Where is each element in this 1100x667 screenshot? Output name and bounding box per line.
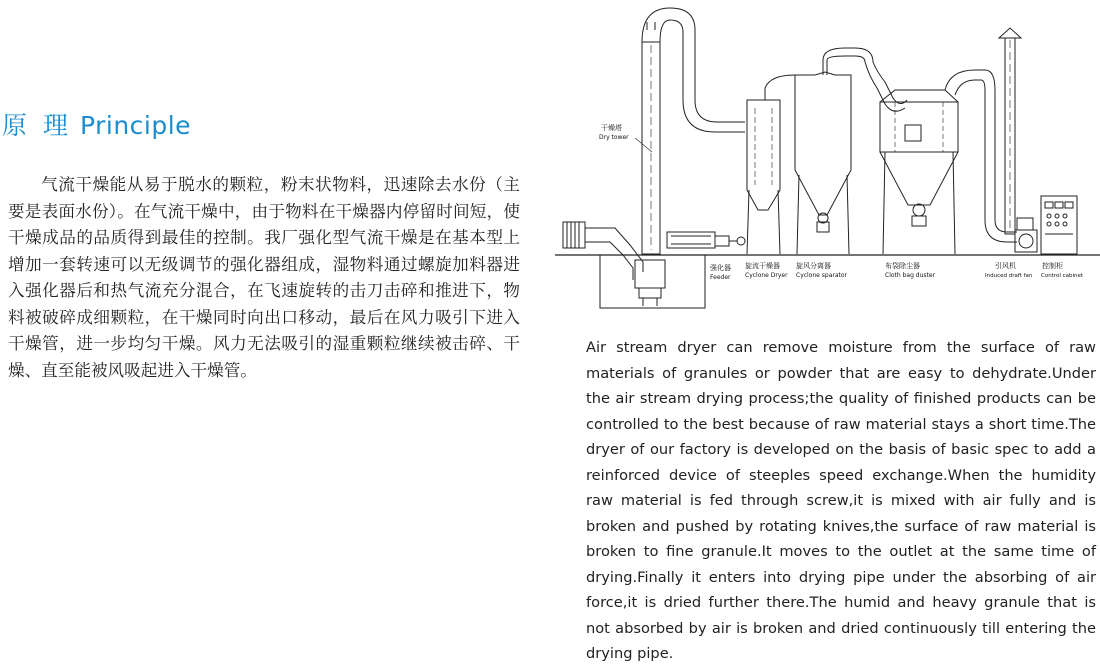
label-cyclone-dryer [745,261,788,279]
svg-text:Cyclone sparator: Cyclone sparator [796,272,848,279]
dry-tower [642,8,745,254]
induced-draft-fan [1015,218,1037,252]
label-dry-tower [599,123,629,141]
heading-english: Principle [79,111,192,140]
cyclone-separator [795,48,873,254]
air-heater [563,222,643,280]
svg-text:控制柜: 控制柜 [1042,262,1063,270]
svg-text:Control cabinet: Control cabinet [1041,273,1084,279]
label-induced-draft-fan [985,261,1033,279]
label-cloth-bag-duster [885,261,936,279]
svg-text:干燥塔: 干燥塔 [601,124,622,132]
svg-text:Cyclone Dryer: Cyclone Dryer [745,272,788,279]
section-heading [2,106,191,142]
heading-chinese: 原 理 [2,111,72,140]
cyclone-dryer [747,75,795,254]
svg-text:Dry tower: Dry tower [599,134,629,141]
foundation-pit [600,255,705,308]
label-control-cabinet [1041,261,1084,279]
svg-text:旋流干燥器: 旋流干燥器 [745,262,780,270]
control-cabinet [1041,196,1077,254]
process-flow-diagram [555,0,1100,320]
english-description: Air stream dryer can remove moisture from the surface of raw materials of granules or powder that are easy to dehydrate.Under the air stream drying process;the quality of finished products can be controlled to the best because of raw material stays a short time.The dryer of our factory is developed on the basis of basic spec to add a reinforced device of steeples speed exchange.When the humidity raw material is fed through screw,it is mixed with air fully and is broken and pushed by rotating knives,the surface of raw material is broken to fine granule.It moves to the outlet at the same time of drying.Finally it enters into drying pipe under the absorbing of air force,it is dried further there.The humid and heavy granule that is not absorbed by air is broken and dried continuously till entering the drying pipe. [586,339,1096,662]
exhaust-stack [999,28,1021,234]
cloth-bag-duster [880,90,958,254]
svg-text:引风机: 引风机 [995,262,1016,270]
label-cyclone-separator [796,261,848,279]
svg-text:Cloth bag duster: Cloth bag duster [885,272,936,279]
svg-text:布袋除尘器: 布袋除尘器 [885,262,920,270]
chinese-description: 气流干燥能从易于脱水的颗粒，粉末状物料，迅速除去水份（主要是表面水份）。在气流干燥中，由于物料在干燥器内停留时间短，使干燥成品的品质得到最佳的控制。我厂强化型气流干燥是在基本型上增加一套转速可以无级调节的强化器组成，湿物料通过螺旋加料器进入强化器后和热气流充分混合，在飞速旋转的击刀击碎和推进下，物料被破碎成细颗粒，在干燥同时向出口移动，最后在风力吸引下进入干燥管，进一步均匀干燥。风力无法吸引的湿重颗粒继续被击碎、干燥、直至能被风吸起进入干燥管。 [8,175,520,380]
svg-text:Induced draft fan: Induced draft fan [985,273,1033,279]
duct-to-duster [873,62,907,104]
svg-text:Feeder: Feeder [710,274,731,281]
duct-to-fan [945,70,1017,232]
label-feeder [710,263,731,281]
svg-text:旋风分离器: 旋风分离器 [796,262,831,270]
svg-text:强化器: 强化器 [710,264,731,272]
